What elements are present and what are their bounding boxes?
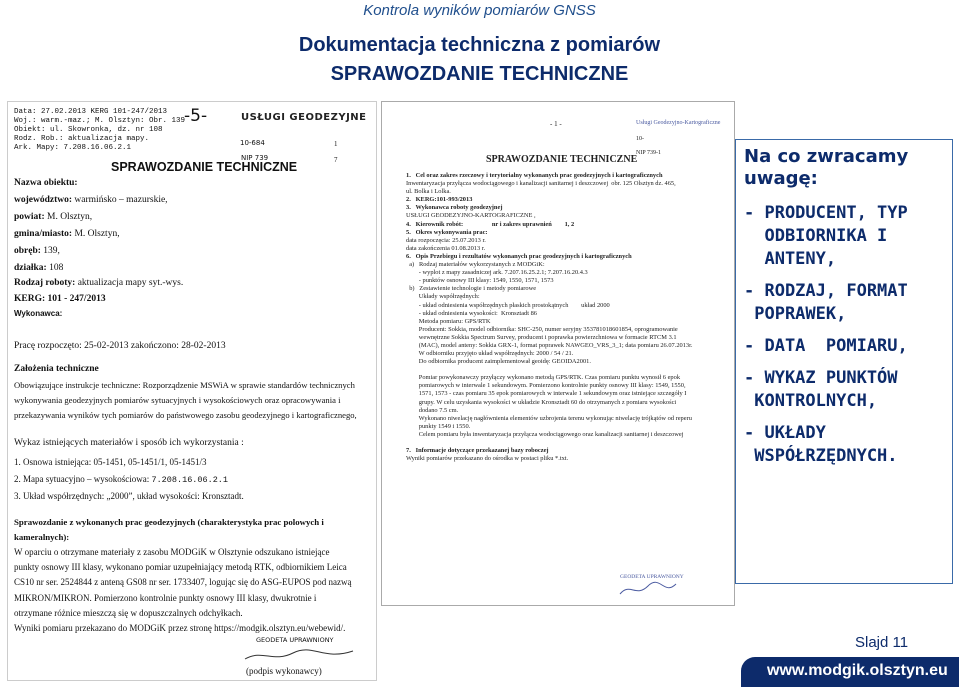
item-line: - WYKAZ PUNKTÓW: [744, 368, 898, 388]
text-line: 4. Kierownik robót: nr i zakres uprawnień 1, 2: [406, 220, 575, 228]
typed-line: Obiekt: ul. Skowronka, dz. nr 108: [14, 126, 163, 134]
materials-list: [14, 454, 244, 505]
materials-title: Wykaz istniejących materiałów i sposób ich wykorzystania :: [14, 438, 244, 448]
field-value: 139,: [43, 246, 60, 256]
heading-line: Na co zwracamy: [744, 146, 909, 167]
signature-stamp: GEODETA UPRAWNIONY: [620, 574, 684, 580]
item-line: - UKŁADY: [744, 423, 826, 443]
field-value: M. Olsztyn,: [74, 229, 120, 239]
stamp-line: NIP 739: [241, 154, 269, 162]
text-line: Metoda pomiaru: GPS/RTK: [406, 317, 491, 325]
text-line: W odbiorniku przyjęto układ współrzędnych: 2000 / 54 / 21.: [406, 350, 574, 358]
text-line: [406, 439, 732, 447]
typed-line: Rodz. Rob.: aktualizacja mapy.: [14, 135, 150, 143]
signature-scribble: [243, 647, 363, 665]
text-line: Obowiązujące instrukcje techniczne: Rozporządzenie MSWiA w sprawie standardów technicznych: [14, 380, 355, 390]
text-line: 7. Informacje dotyczące przekazanej bazy roboczej: [406, 447, 549, 454]
stamp-line: NIP 739-1: [636, 150, 661, 156]
text-line: kameralnych):: [14, 532, 70, 542]
typed-header: [14, 108, 185, 153]
field-value: 108: [49, 263, 64, 273]
top-caption: Kontrola wyników pomiarów GNSS: [363, 2, 596, 19]
footer-url[interactable]: www.modgik.olsztyn.eu: [767, 662, 948, 679]
page-mark: - 1 -: [550, 120, 562, 128]
map-sheet-code: 7.208.16.06.2.1: [151, 475, 228, 485]
text-line: data zakończenia 01.08.2013 r.: [406, 244, 486, 252]
text-line: 2. KERG:101-993/2013: [406, 196, 473, 204]
signature-stamp: GEODETA UPRAWNIONY: [256, 636, 334, 644]
page-subtitle: SPRAWOZDANIE TECHNICZNE: [330, 63, 629, 85]
item-line: ODBIORNIKA I: [744, 226, 888, 246]
panel-item-coordinate-systems: [744, 422, 948, 468]
company-stamp: Usługi Geodezyjno-Kartograficzne: [636, 120, 721, 126]
text-line: b) Zestawienie technologie i metody pomiarowe: [406, 285, 537, 293]
field-label: obręb:: [14, 246, 41, 256]
document-title: SPRAWOZDANIE TECHNICZNE: [486, 154, 638, 165]
text-line: - punktów osnowy III klasy: 1549, 1550, 1571, 1573: [406, 277, 554, 285]
text-line: (MAC), model anteny: Sokkia GRX-1, format poprawek NAWGEO_VRS_3_1; data pomiaru 26.07.2013r.: [406, 341, 693, 349]
text-line: - układ odniesienia wysokości: Kronsztadt 86: [406, 309, 537, 317]
scanned-report-1: [7, 101, 377, 681]
company-stamp: USŁUGI GEODEZYJNE: [241, 112, 367, 123]
signature-caption: (podpis wykonawcy): [246, 666, 322, 676]
handwritten-page-number: -5-: [184, 106, 208, 126]
field-label: działka:: [14, 263, 47, 273]
field-label: powiat:: [14, 212, 45, 222]
panel-item-control-points: [744, 367, 948, 413]
text-line: 3. Wykonawca roboty geodezyjnej: [406, 204, 503, 212]
scanned-report-2: [381, 101, 735, 606]
text-line: 5. Okres wykonywania prac:: [406, 228, 488, 236]
panel-item-producer: [744, 202, 948, 271]
item-line: POPRAWEK,: [744, 304, 847, 324]
object-fields: [14, 175, 168, 277]
text-line: W oparciu o otrzymane materiały z zasobu MODGiK w Olsztynie odszukano istniejące: [14, 547, 330, 557]
margin-number: 7: [334, 156, 338, 164]
item-line: - RODZAJ, FORMAT: [744, 281, 908, 301]
text-line: Układy współrzędnych:: [406, 293, 480, 301]
assumptions-title: Założenia techniczne: [14, 364, 99, 374]
text-line: Sprawozdanie z wykonanych prac geodezyjnych (charakterystyka prac polowych i: [14, 517, 324, 527]
text-line: Wyniki pomiaru przekazano do MODGiK przez stronę https://modgik.olsztyn.eu/webewid/.: [14, 623, 346, 634]
text-line: punkty 1549 i 1550.: [406, 422, 471, 430]
footer-url-banner[interactable]: [741, 657, 959, 687]
text-line: 1571, 1573 - czas pomiaru 35 epok pomiarowych w interwale 1 sekundowym oraz istniejące szczegóły I: [406, 390, 687, 398]
work-type: [14, 278, 183, 288]
typed-line: Data: 27.02.2013 KERG 101-247/2013: [14, 108, 168, 116]
materials-item: 1. Osnowa istniejąca: 05-1451, 05-1451/1, 05-1451/3: [14, 457, 207, 467]
text-line: dodano 7.5 cm.: [406, 406, 459, 414]
text-line: - wyplot z mapy zasadniczej ark. 7.207.16.25.2.1; 7.207.16.20.4.3: [406, 269, 588, 277]
assumptions-text: [14, 378, 357, 423]
contractor-label: Wykonawca:: [14, 309, 63, 318]
text-line: punkty osnowy III klasy, wykonano pomiar uzupełniający metodą RTK, odbiornikiem Leica: [14, 562, 347, 573]
text-line: 1. Cel oraz zakres rzeczowy i terytorialny wykonanych prac geodezyjnych i kartograficznych: [406, 172, 663, 179]
text-line: Celem pomiaru była inwentaryzacja przyłącza wodociągowego oraz kanalizacji sanitarnej i deszczowej: [406, 430, 684, 438]
work-type-label: Rodzaj roboty:: [14, 278, 76, 288]
text-line: Inwentaryzacja przyłącza wodociągowego i kanalizacji sanitarnej i deszczowej obr. 125 Olsztyn dz. 465,: [406, 180, 676, 188]
kerg-number: KERG: 101 - 247/2013: [14, 294, 106, 304]
signature-scribble: [618, 580, 678, 600]
typed-line: Ark. Mapy: 7.208.16.06.2.1: [14, 144, 132, 152]
text-line: MIKRON/MIKRON. Pomierzono kontrolnie punkty osnowy III klasy, dwukrotnie i: [14, 592, 317, 603]
materials-item: 3. Układ współrzędnych: „2000”, układ wysokości: Kronsztadt.: [14, 491, 244, 501]
slide-number: Slajd 11: [855, 634, 909, 651]
item-line: KONTROLNYCH,: [744, 391, 878, 411]
text-line: - układ odniesienia współrzędnych płaskich prostokątnych układ 2000: [406, 301, 610, 309]
text-line: ul. Bolka i Lolka.: [406, 188, 451, 196]
field-value: warmińsko – mazurskie,: [74, 195, 168, 205]
text-line: pomiarowych w interwale 1 sekundowym. Pomierzono kontrolnie punkty osnowy III klasy: 1549, 1550,: [406, 382, 686, 390]
item-line: WSPÓŁRZĘDNYCH.: [744, 446, 898, 466]
field-label: Nazwa obiektu:: [14, 178, 78, 188]
report-body: [406, 172, 732, 463]
report-body: [14, 545, 370, 636]
text-line: wykonywania geodezyjnych pomiarów sytuacyjnych i wysokościowych oraz opracowywania i: [14, 395, 341, 405]
text-line: 6. Opis Przebiegu i rezultatów wykonanych prac geodezyjnych i kartograficznych: [406, 252, 632, 260]
heading-line: uwagę:: [744, 168, 818, 189]
item-line: - DATA POMIARU,: [744, 336, 908, 356]
field-value: M. Olsztyn,: [47, 212, 93, 222]
margin-number: 1: [334, 140, 338, 148]
report-title: [14, 515, 324, 545]
panel-item-corrections: [744, 280, 948, 326]
work-dates: Pracę rozpoczęto: 25-02-2013 zakończono: 28-02-2013: [14, 341, 226, 351]
text-line: a) Rodzaj materiałów wykorzystanych z MODGiK:: [406, 261, 545, 269]
text-line: [406, 366, 732, 374]
item-line: - PRODUCENT, TYP: [744, 203, 908, 223]
panel-item-date: [744, 335, 948, 358]
text-line: Do odbiornika producent zaimplementował geoidę: GEOIDA2001.: [406, 358, 591, 366]
work-type-value: aktualizacja mapy syt.-wys.: [77, 278, 184, 288]
text-line: Producent: Sokkia, model odbiornika: SHC-250, numer seryjny 353781018601854, oprogramowanie: [406, 325, 678, 333]
item-line: ANTENY,: [744, 249, 837, 269]
text-line: data rozpoczęcia: 25.07.2013 r.: [406, 236, 486, 244]
text-line: Pomiar powykonawczy przyłączy wykonano metodą GPS/RTK. Czas pomiaru punktu wynosił 6 epok: [406, 374, 681, 382]
panel-heading: [744, 146, 948, 190]
text-line: otrzymane różnice mieszczą się w dopuszczalnych odchyłkach.: [14, 607, 243, 618]
text-line: wewnętrzne Sokkia Spectrum Survey, producent i poprawka powierzchniowa w formacie RTCM 3.1: [406, 333, 677, 341]
field-label: gmina/miasto:: [14, 229, 73, 239]
document-title: SPRAWOZDANIE TECHNICZNE: [111, 160, 298, 174]
text-line: przekazywania wyników tych pomiarów do państwowego zasobu geodezyjnego i kartograficznego,: [14, 410, 357, 420]
text-line: grupy. W celu uzyskania wysokości w układzie Kronsztadt 60 do otrzymanych z pomiaru wysokości: [406, 398, 677, 406]
text-line: CS10 nr ser. 2524844 z anteną GS08 nr ser. 1733407, logując się do ASG-EUPOS pod nazwą: [14, 577, 352, 588]
text-line: Wyniki pomiarów przekazano do ośrodka w postaci pliku *.txt.: [406, 455, 569, 463]
stamp-line: 10-: [636, 136, 644, 142]
typed-line: Woj.: warm.-maz.; M. Olsztyn: Obr. 139: [14, 117, 186, 125]
text-line: Wykonano niwelację nagłównienia elementów uzbrojenia terenu wykonując niwelację trójkątów od reperu: [406, 414, 692, 422]
stamp-line: 10-684: [240, 139, 265, 147]
materials-item: 2. Mapa sytuacyjno – wysokościowa:: [14, 474, 152, 484]
text-line: USŁUGI GEODEZYJNO-KARTOGRAFICZNE ,: [406, 212, 536, 220]
attention-panel: [735, 139, 953, 584]
page-title: Dokumentacja techniczna z pomiarów: [298, 34, 661, 56]
field-label: województwo:: [14, 195, 73, 205]
